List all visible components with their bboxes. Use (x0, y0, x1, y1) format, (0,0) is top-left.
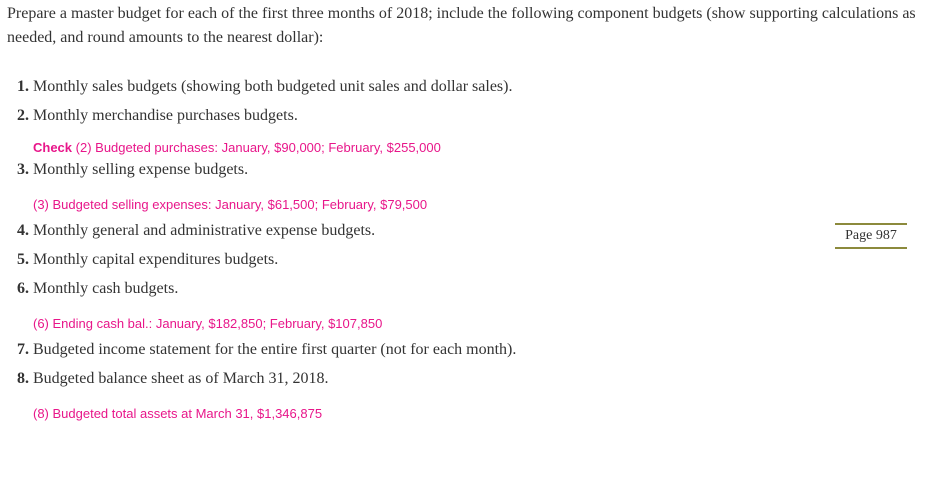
list-item: 8. Budgeted balance sheet as of March 31, 2018. (17, 370, 329, 387)
list-item: 1. Monthly sales budgets (showing both budgeted unit sales and dollar sales). (17, 78, 513, 95)
check-note-2: Check (2) Budgeted purchases: January, $90,000; February, $255,000 (33, 140, 441, 155)
list-item: 4. Monthly general and administrative expense budgets. (17, 222, 376, 239)
check-note-3: (3) Budgeted selling expenses: January, $61,500; February, $79,500 (33, 197, 428, 212)
check-note-8: (8) Budgeted total assets at March 31, $1,346,875 (33, 406, 323, 421)
list-item: 2. Monthly merchandise purchases budgets. (17, 107, 298, 124)
instructions-paragraph: Prepare a master budget for each of the first three months of 2018; include the following component budgets (show supporting calculations as needed, and round amounts to the nearest dollar): (7, 5, 916, 46)
list-item: 5. Monthly capital expenditures budgets. (17, 251, 279, 268)
list-item: 3. Monthly selling expense budgets. (17, 161, 249, 178)
page-marker: Page 987 (835, 223, 907, 249)
list-item: 7. Budgeted income statement for the entire first quarter (not for each month). (17, 341, 517, 358)
list-item: 6. Monthly cash budgets. (17, 280, 179, 297)
check-note-6: (6) Ending cash bal.: January, $182,850; February, $107,850 (33, 316, 383, 331)
